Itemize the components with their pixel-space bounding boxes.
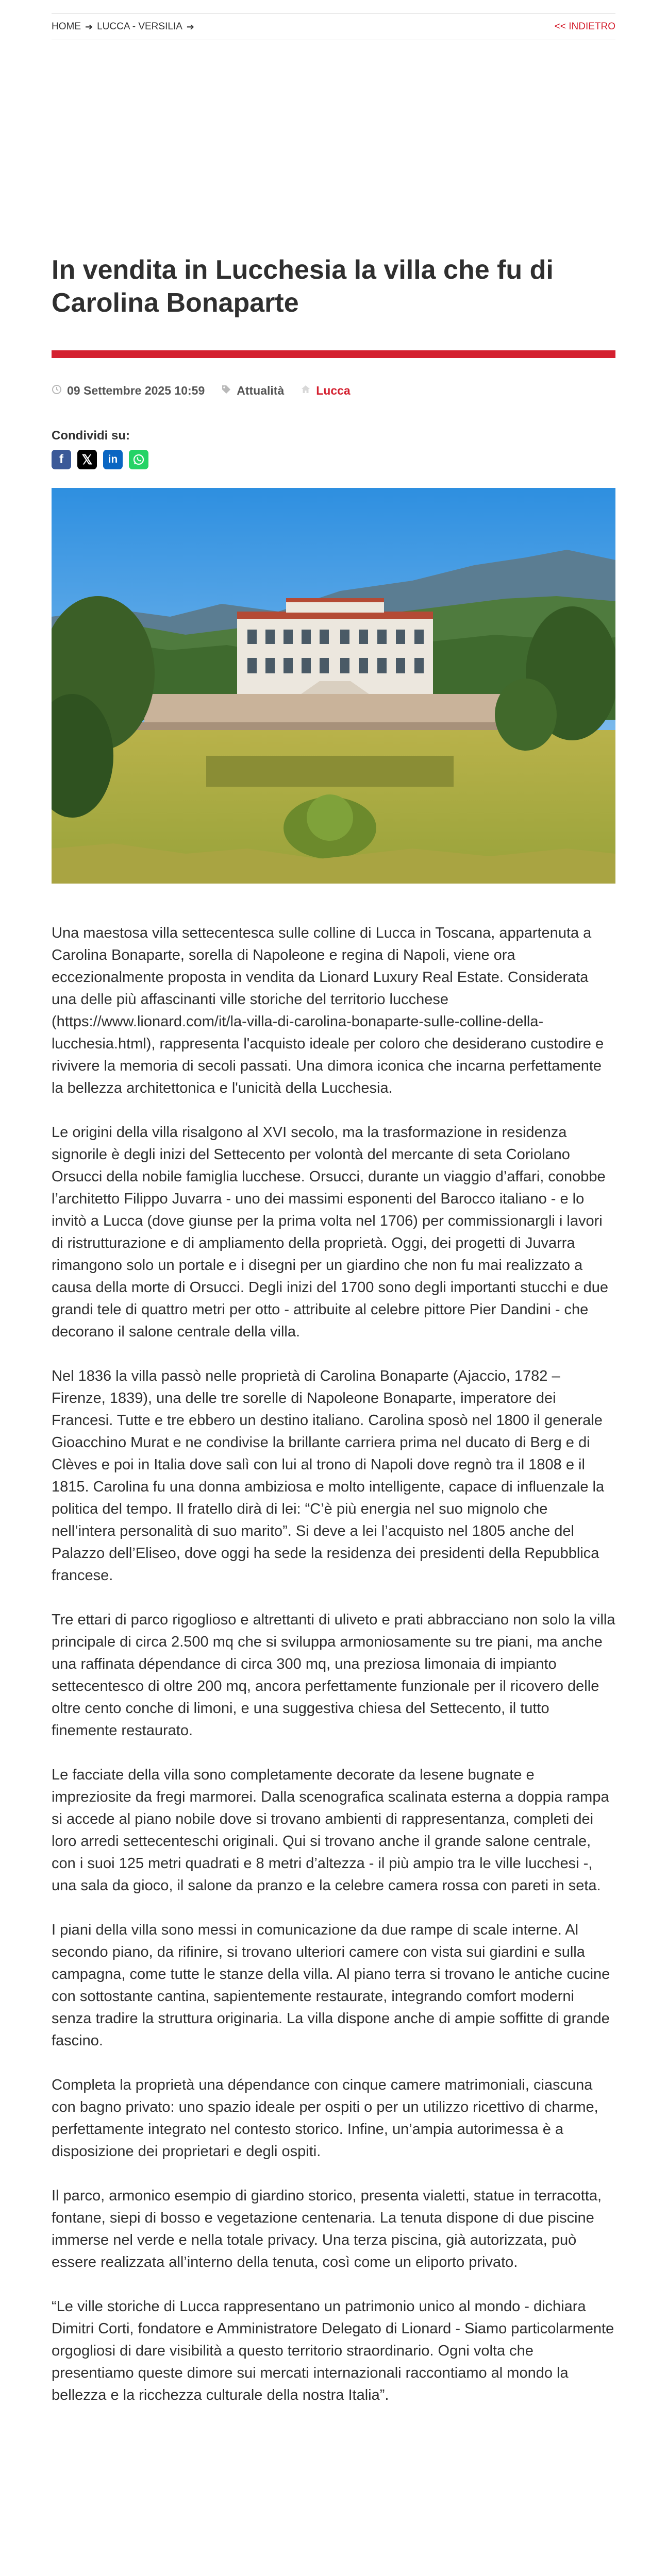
article-date [52, 384, 205, 398]
article-date-text: 09 Settembre 2025 10:59 [67, 384, 205, 397]
article-title: In vendita in Lucchesia la villa che fu di Carolina Bonaparte [52, 255, 554, 318]
article-paragraph: “Le ville storiche di Lucca rappresentano un patrimonio unico al mondo - dichiara Dimitri Corti, fondatore e Amministratore Delegato di Lionard - Siamo particolarmente orgogliosi di dare visibilità a questo territorio straordinario. Ogni volta che presentiamo queste dimore sui mercati internazionali raccontiamo al mondo la bellezza e la ricchezza culturale della nostra Italia”. [52, 2298, 614, 2403]
article-paragraph: Le facciate della villa sono completamente decorate da lesene bugnate e impreziosite da fregi marmorei. Dalla scenografica scalinata esterna a doppia rampa si accede al piano nobile dove si trovano ambienti di rappresentanza, completi dei loro arredi settecenteschi originali. Qui si trovano anche il grande salone centrale, con i suoi 125 metri quadrati e 8 metri d’altezza - il più ampio tra le ville lucchesi -, una sala da gioco, il salone da pranzo e la celebre camera rossa con pareti in seta. [52, 1767, 609, 1894]
whatsapp-icon[interactable] [129, 450, 148, 469]
share-buttons [52, 450, 148, 469]
article-category-text: Attualità [237, 384, 285, 397]
breadcrumb-section-link[interactable]: LUCCA - VERSILIA [97, 21, 182, 32]
arrow-right-icon: ➔ [85, 21, 93, 32]
tag-icon [221, 384, 231, 398]
article-paragraph: Tre ettari di parco rigoglioso e altrettanti di uliveto e prati abbracciano non solo la villa principale di circa 2.500 mq che si sviluppa armoniosamente su tre piani, ma anche una raffinata dépendance di circa 300 mq, una preziosa limonaia di impianto settecentesco di oltre 200 mq, ancora perfettamente funzionale per il ricovero delle oltre cento conche di limoni, e una suggestiva chiesa del Settecento, il tutto finemente restaurato. [52, 1612, 615, 1739]
article-body [52, 922, 615, 2429]
title-divider [52, 350, 615, 358]
article-category[interactable] [221, 384, 284, 398]
article-meta [52, 384, 367, 398]
article-paragraph: Completa la proprietà una dépendance con cinque camere matrimoniali, ciascuna con bagno privato: uno spazio ideale per ospiti o per un utilizzo ricettivo di charme, perfettamente integrato nel contesto storico. Infine, un’ampia autorimessa è a disposizione dei proprietari e degli ospiti. [52, 2077, 598, 2160]
breadcrumb-bar [52, 13, 615, 40]
article-paragraph: Nel 1836 la villa passò nelle proprietà di Carolina Bonaparte (Ajaccio, 1782 – Firenze, 1839), una delle tre sorelle di Napoleone Bonaparte, imperatore dei Francesi. Tutte e tre ebbero un destino italiano. Carolina sposò nel 1800 il generale Gioacchino Murat e ne condivise la brillante carriera prima nel ducato di Berg e di Clèves e poi in Italia dove salì con lui al trono di Napoli dove regnò tra il 1808 e il 1815. Carolina fu una donna ambiziosa e molto intelligente, capace di influenzale la politica del tempo. Il fratello dirà di lei: “C’è più energia nel suo mignolo che nell’intera personalità di suo marito”. Si deve a lei l’acquisto nel 1805 anche del Palazzo dell’Eliseo, dove oggi ha sede la residenza dei presidenti della Repubblica francese. [52, 1368, 605, 1584]
article-city-text: Lucca [316, 384, 351, 397]
x-icon[interactable]: 𝕏 [77, 450, 97, 469]
back-link[interactable]: << INDIETRO [554, 21, 615, 32]
clock-icon [52, 384, 62, 398]
article-paragraph: Una maestosa villa settecentesca sulle colline di Lucca in Toscana, appartenuta a Carolina Bonaparte, sorella di Napoleone e regina di Napoli, viene ora eccezionalmente proposta in vendita da Lionard Luxury Real Estate. Considerata una delle più affascinanti ville storiche del territorio lucchese (https://www.lionard.com/it/la-villa-di-carolina-bonaparte-sulle-colline-della-lucchesia.html), rappresenta l'acquisto ideale per coloro che desiderano custodire e rivivere la memoria di secoli passati. Una dimora iconica che incarna perfettamente la bellezza architettonica e l'unicità della Lucchesia. [52, 925, 604, 1096]
facebook-icon[interactable]: f [52, 450, 71, 469]
article-city[interactable] [301, 384, 350, 398]
article-paragraph: Il parco, armonico esempio di giardino storico, presenta vialetti, statue in terracotta, fontane, siepi di bosso e vegetazione centenaria. La tenuta dispone di due piscine immerse nel verde e nella totale privacy. Una terza piscina, già autorizzata, può essere realizzata all’interno della tenuta, così come un eliporto privato. [52, 2188, 602, 2270]
share-label: Condividi su: [52, 429, 130, 443]
villa-photo [52, 488, 615, 884]
article-paragraph: I piani della villa sono messi in comunicazione da due rampe di scale interne. Al secondo piano, da rifinire, si trovano ulteriori camere con vista sui giardini e sulla campagna, come tutte le stanze della villa. Al piano terra si trovano le antiche cucine con sottostante cantina, sapientemente restaurate, integrando comfort moderni senza tradire la struttura originaria. La villa dispone anche di ampie soffitte di grande fascino. [52, 1922, 610, 2049]
breadcrumb [52, 21, 194, 32]
arrow-right-icon: ➔ [186, 21, 194, 32]
linkedin-icon[interactable]: in [103, 450, 123, 469]
article-paragraph: Le origini della villa risalgono al XVI secolo, ma la trasformazione in residenza signorile è degli inizi del Settecento per volontà del mercante di seta Coriolano Orsucci della nobile famiglia lucchese. Orsucci, durante un viaggio d’affari, conobbe l’architetto Filippo Juvarra - uno dei massimi esponenti del Barocco italiano - e lo invitò a Lucca (dove giunse per la prima volta nel 1706) per commissionargli i lavori di ristrutturazione e di ampliamento della proprietà. Oggi, dei progetti di Juvarra rimangono solo un portale e i disegni per un giardino che non fu mai realizzato a causa della morte di Orsucci. Degli inizi del 1700 sono degli importanti stucchi e due grandi tele di quattro metri per otto - attribuite al celebre pittore Pier Dandini - che decorano il salone centrale della villa. [52, 1124, 609, 1340]
breadcrumb-home-link[interactable]: HOME [52, 21, 81, 32]
home-icon [301, 384, 311, 398]
